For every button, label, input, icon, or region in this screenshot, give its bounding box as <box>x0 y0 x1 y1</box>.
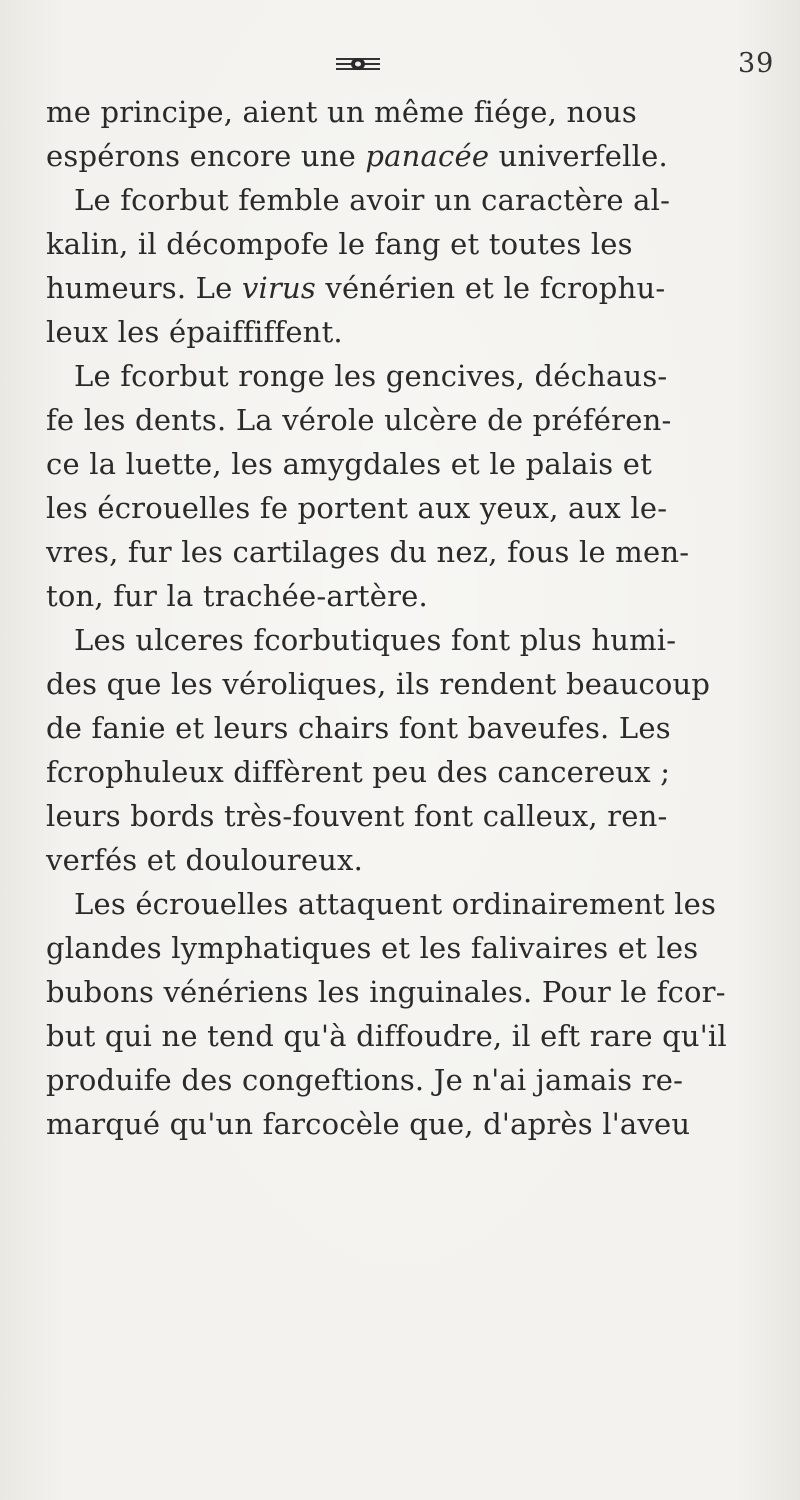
text-run: de fanie et leurs chairs font baveufes. Les <box>46 711 671 745</box>
text-line <box>46 970 786 1014</box>
text-run: me principe, aient un même fiége, nous <box>46 95 637 129</box>
text-line <box>46 838 786 882</box>
text-line <box>46 662 786 706</box>
text-run: fcrophuleux diffèrent peu des cancereux ; <box>46 755 671 789</box>
text-line <box>46 750 786 794</box>
text-line <box>46 310 786 354</box>
text-run: vénérien et le fcrophu- <box>316 271 666 305</box>
text-run: leurs bords très-fouvent font calleux, ren- <box>46 799 668 833</box>
page-number: 39 <box>738 48 775 79</box>
text-run: Les écrouelles attaquent ordinairement les <box>74 887 717 921</box>
text-line <box>46 1102 786 1146</box>
text-run: bubons vénériens les inguinales. Pour le fcor- <box>46 975 726 1009</box>
text-line <box>46 574 786 618</box>
text-run: ce la luette, les amygdales et le palais et <box>46 447 652 481</box>
text-line <box>46 486 786 530</box>
italic-text: panacée <box>365 139 490 173</box>
text-run: glandes lymphatiques et les falivaires et les <box>46 931 699 965</box>
text-run: leux les épaiffiffent. <box>46 315 343 349</box>
text-line <box>46 794 786 838</box>
text-run: univerfelle. <box>489 139 668 173</box>
printer-ornament-icon <box>336 56 380 72</box>
text-run: verfés et douloureux. <box>46 843 364 877</box>
text-line <box>46 1014 786 1058</box>
text-run: fe les dents. La vérole ulcère de préféren- <box>46 403 672 437</box>
text-run: Les ulceres fcorbutiques font plus humi- <box>74 623 677 657</box>
body-text <box>46 90 786 1146</box>
text-run: ton, fur la trachée-artère. <box>46 579 428 613</box>
text-line <box>46 354 786 398</box>
text-line <box>46 882 786 926</box>
text-line <box>46 398 786 442</box>
text-run: marqué qu'un farcocèle que, d'après l'aveu <box>46 1107 691 1141</box>
text-run: kalin, il décompofe le fang et toutes les <box>46 227 633 261</box>
text-line <box>46 926 786 970</box>
text-line <box>46 90 786 134</box>
text-line <box>46 178 786 222</box>
text-run: Le fcorbut ronge les gencives, déchaus- <box>74 359 668 393</box>
text-line <box>46 706 786 750</box>
text-line <box>46 222 786 266</box>
text-line <box>46 618 786 662</box>
text-run: les écrouelles fe portent aux yeux, aux le- <box>46 491 668 525</box>
text-run: espérons encore une <box>46 139 366 173</box>
text-run: but qui ne tend qu'à diffoudre, il eft rare qu'il <box>46 1019 727 1053</box>
italic-text: virus <box>241 271 317 305</box>
text-line <box>46 266 786 310</box>
text-line <box>46 442 786 486</box>
text-run: humeurs. Le <box>46 271 242 305</box>
text-run: produife des congeftions. Je n'ai jamais re- <box>46 1063 684 1097</box>
text-run: vres, fur les cartilages du nez, fous le men- <box>46 535 690 569</box>
text-run: des que les véroliques, ils rendent beaucoup <box>46 667 711 701</box>
text-line <box>46 134 786 178</box>
text-run: Le fcorbut femble avoir un caractère al- <box>74 183 671 217</box>
text-line <box>46 530 786 574</box>
text-line <box>46 1058 786 1102</box>
